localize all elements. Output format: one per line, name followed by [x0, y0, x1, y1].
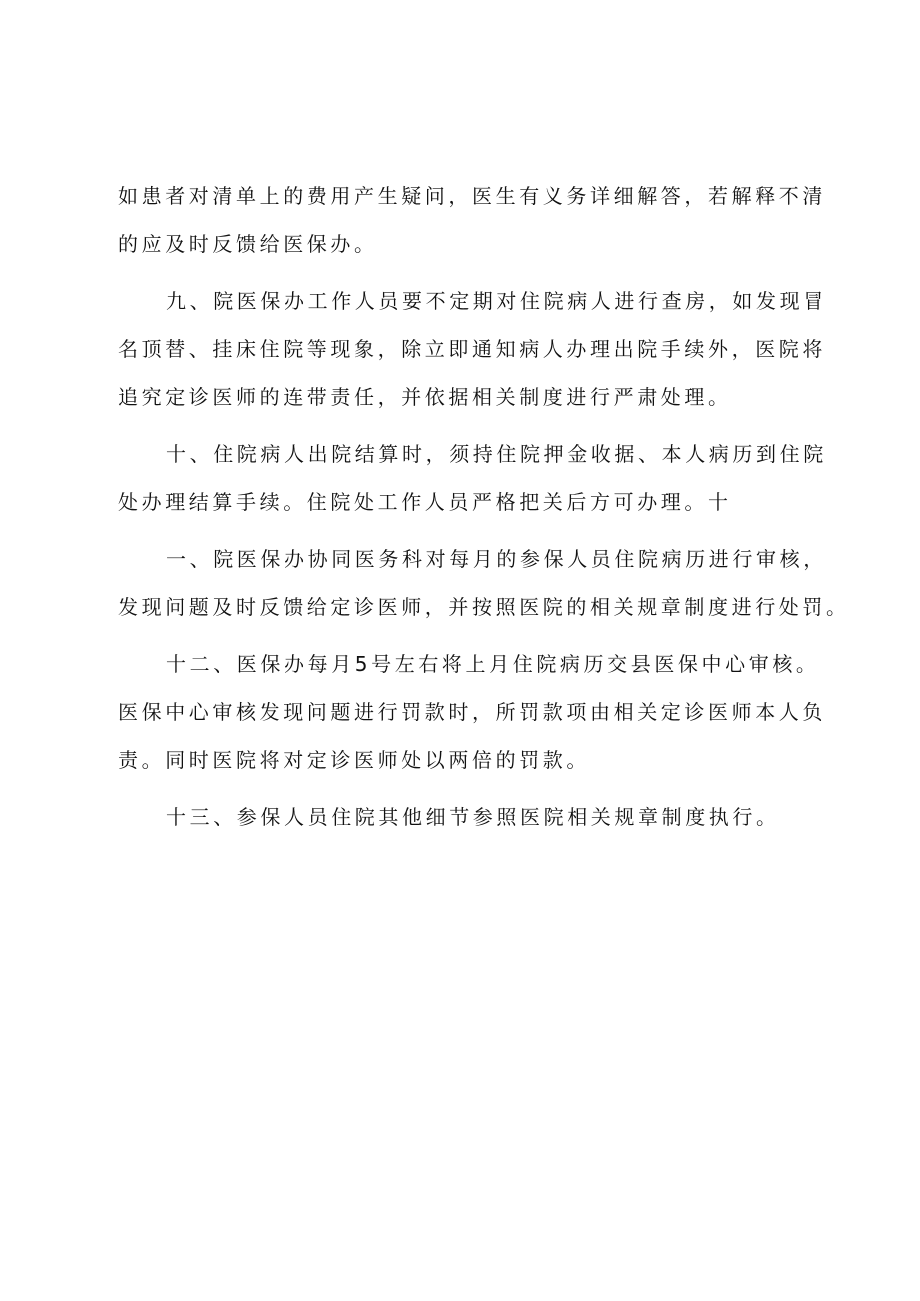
paragraph-11-start: 一、院医保办协同医务科对每月的参保人员住院病历进行审核， [166, 547, 827, 571]
paragraph-12-start: 十二、医保办每月5号左右将上月住院病历交县医保中心审核。 [166, 652, 820, 676]
text-line: 如患者对清单上的费用产生疑问，医生有义务详细解答，若解释不清 [118, 184, 826, 208]
text-line: 处办理结算手续。住院处工作人员严格把关后方可办理。十 [118, 490, 732, 514]
paragraph-13: 十三、参保人员住院其他细节参照医院相关规章制度执行。 [166, 805, 780, 829]
paragraph-10-start: 十、住院病人出院结算时，须持住院押金收据、本人病历到住院 [166, 442, 827, 466]
text-line: 医保中心审核发现问题进行罚款时，所罚款项由相关定诊医师本人负 [118, 700, 826, 724]
text-line: 追究定诊医师的连带责任，并依据相关制度进行严肃处理。 [118, 385, 732, 409]
paragraph-9-start: 九、院医保办工作人员要不定期对住院病人进行查房，如发现冒 [166, 289, 827, 313]
text-line: 名顶替、挂床住院等现象，除立即通知病人办理出院手续外，医院将 [118, 337, 826, 361]
text-line: 的应及时反馈给医保办。 [118, 232, 378, 256]
text-line: 责。同时医院将对定诊医师处以两倍的罚款。 [118, 748, 590, 772]
text-line: 发现问题及时反馈给定诊医师，并按照医院的相关规章制度进行处罚。 [118, 595, 850, 619]
document-body [118, 174, 850, 843]
